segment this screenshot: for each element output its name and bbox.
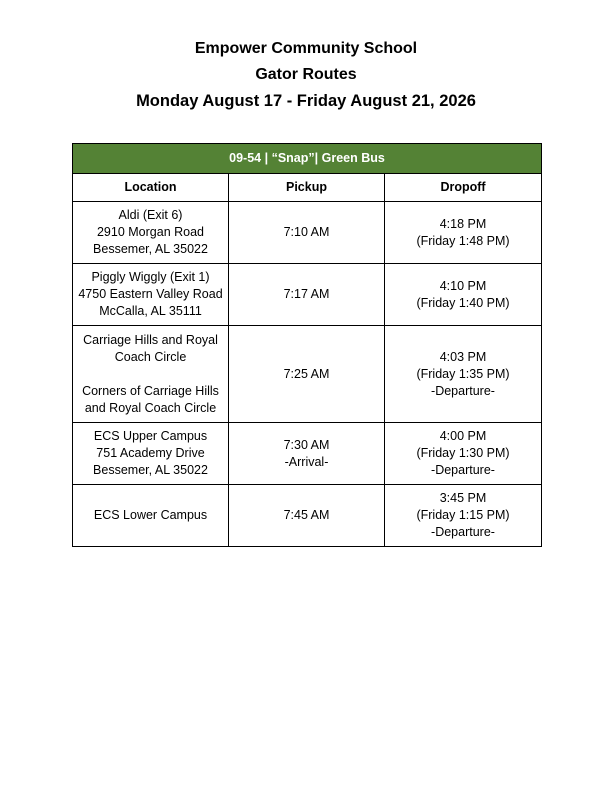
- location-line: Coach Circle: [114, 349, 187, 364]
- dropoff-time: 4:18 PM: [439, 216, 487, 231]
- location-line: Piggly Wiggly (Exit 1): [91, 270, 210, 284]
- column-header-pickup: Pickup: [229, 174, 385, 202]
- pickup-time: 7:30 AM: [283, 437, 330, 452]
- column-header-location: Location: [73, 174, 229, 202]
- pickup-time: 7:45 AM: [283, 508, 330, 522]
- location-line: Carriage Hills and Royal: [83, 332, 218, 347]
- dropoff-time: 3:45 PM: [439, 491, 487, 505]
- dropoff-friday-time: (Friday 1:48 PM): [416, 233, 510, 248]
- location-cell: [73, 326, 229, 423]
- location-line: ECS Lower Campus: [93, 508, 208, 522]
- dropoff-friday-time: (Friday 1:15 PM): [416, 508, 510, 522]
- document-title: Gator Routes: [255, 66, 357, 83]
- dropoff-cell: [385, 485, 542, 547]
- blank-line: [77, 366, 224, 383]
- location-line: and Royal Coach Circle: [84, 400, 217, 415]
- location-cell: [73, 423, 229, 485]
- pickup-note: -Arrival-: [284, 454, 329, 469]
- table-row: [73, 264, 542, 326]
- pickup-cell: [229, 423, 385, 485]
- location-line: Aldi (Exit 6): [118, 208, 183, 222]
- location-line: 751 Academy Drive: [96, 446, 205, 460]
- table-row: [73, 202, 542, 264]
- document-header: [0, 36, 612, 114]
- pickup-time: 7:17 AM: [283, 287, 330, 301]
- location-line: McCalla, AL 35111: [99, 304, 202, 318]
- table-row: [73, 423, 542, 485]
- dropoff-cell: [385, 423, 542, 485]
- dropoff-cell: [385, 326, 542, 423]
- date-range: Monday August 17 - Friday August 21, 2026: [136, 92, 476, 110]
- dropoff-friday-time: (Friday 1:40 PM): [416, 295, 510, 310]
- column-header-dropoff: Dropoff: [385, 174, 542, 202]
- dropoff-friday-time: (Friday 1:30 PM): [416, 446, 510, 460]
- location-cell: [73, 264, 229, 326]
- table-row: [73, 326, 542, 423]
- dropoff-cell: [385, 264, 542, 326]
- location-cell: [73, 485, 229, 547]
- dropoff-note: -Departure-: [431, 525, 495, 539]
- location-line: Bessemer, AL 35022: [93, 463, 208, 477]
- table-row: [73, 485, 542, 547]
- location-cell: [73, 202, 229, 264]
- school-name: Empower Community School: [194, 40, 418, 57]
- bus-title: 09-54 | “Snap”| Green Bus: [73, 144, 542, 174]
- location-line: Corners of Carriage Hills: [82, 383, 219, 398]
- location-line: 2910 Morgan Road: [96, 225, 205, 239]
- dropoff-friday-time: (Friday 1:35 PM): [416, 366, 510, 381]
- bus-title-row: [73, 144, 542, 174]
- pickup-cell: [229, 485, 385, 547]
- dropoff-note: -Departure-: [431, 383, 495, 398]
- pickup-cell: [229, 264, 385, 326]
- dropoff-time: 4:10 PM: [439, 278, 487, 293]
- dropoff-note: -Departure-: [431, 463, 495, 477]
- route-table: [72, 143, 542, 547]
- dropoff-cell: [385, 202, 542, 264]
- dropoff-time: 4:03 PM: [439, 349, 487, 364]
- column-header-row: [73, 174, 542, 202]
- pickup-cell: [229, 202, 385, 264]
- location-line: Bessemer, AL 35022: [93, 242, 208, 256]
- pickup-time: 7:10 AM: [283, 225, 330, 239]
- dropoff-time: 4:00 PM: [439, 429, 487, 443]
- location-line: ECS Upper Campus: [93, 429, 208, 443]
- location-line: 4750 Eastern Valley Road: [78, 287, 223, 301]
- pickup-cell: [229, 326, 385, 423]
- pickup-time: 7:25 AM: [283, 366, 330, 381]
